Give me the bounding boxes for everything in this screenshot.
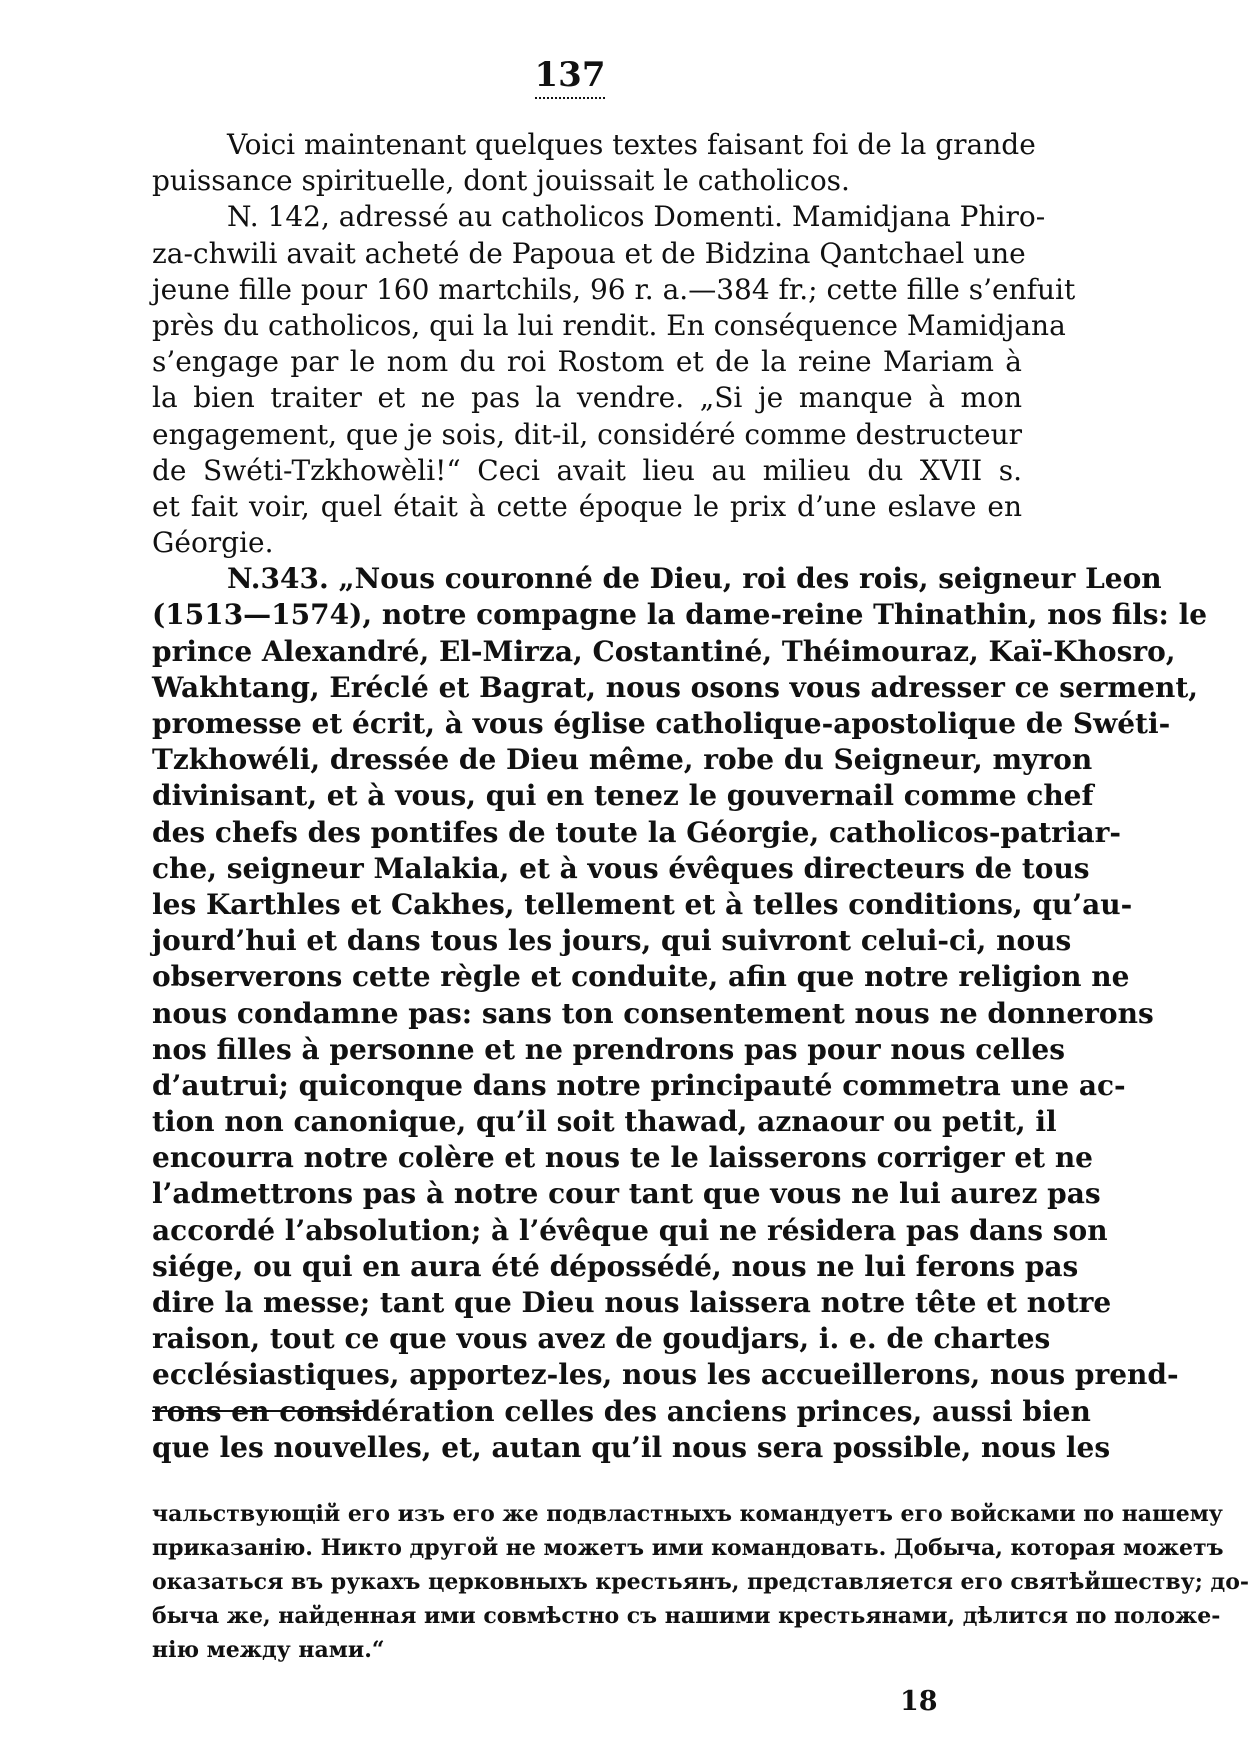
text-line: Wakhtang, Eréclé et Bagrat, nous osons vous adresser ce serment, bbox=[152, 670, 1199, 704]
text-line: puissance spirituelle, dont jouissait le catholicos. bbox=[152, 164, 850, 198]
text-line: divinisant, et à vous, qui en tenez le gouvernail comme chef bbox=[152, 779, 1094, 813]
text-line: ecclésiastiques, apportez-les, nous les accueillerons, nous prend- bbox=[152, 1358, 1179, 1392]
text-line: encourra notre colère et nous te le laisserons corriger et ne bbox=[152, 1141, 1093, 1175]
footnote-divider bbox=[152, 1410, 366, 1412]
text-line: s’engage par le nom du roi Rostom et de la reine Mariam à bbox=[152, 345, 1022, 379]
text-line: l’admettrons pas à notre cour tant que vous ne lui aurez pas bbox=[152, 1177, 1101, 1211]
text-line: Voici maintenant quelques textes faisant foi de la grande bbox=[227, 128, 1036, 161]
text-line: siége, ou qui en aura été dépossédé, nous ne lui ferons pas bbox=[152, 1249, 1079, 1283]
footnote-line: чальствующій его изъ его же подвластныхъ командуетъ его войсками по нашему bbox=[152, 1501, 1223, 1527]
text-line: N. 142, adressé au catholicos Domenti. Mamidjana Phiro- bbox=[227, 200, 1046, 234]
text-line: les Karthles et Cakhes, tellement et à telles conditions, qu’au- bbox=[152, 887, 1133, 921]
text-line: nos filles à personne et ne prendrons pas pour nous celles bbox=[152, 1032, 1066, 1066]
text-line: des chefs des pontifes de toute la Géorgie, catholicos-patriar- bbox=[152, 815, 1122, 849]
footnote-line: нію между нами.“ bbox=[152, 1637, 385, 1663]
text-line: de Swéti-Tzkhowèli!“ Ceci avait lieu au milieu du XVII s. bbox=[152, 453, 1022, 487]
text-line: que les nouvelles, et, autan qu’il nous sera possible, nous les bbox=[152, 1430, 1111, 1464]
footnote bbox=[152, 1497, 1249, 1667]
text-line: za-chwili avait acheté de Papoua et de Bidzina Qantchael une bbox=[152, 236, 1026, 270]
text-line: promesse et écrit, à vous église catholique-apostolique de Swéti- bbox=[152, 707, 1171, 740]
text-line: observerons cette règle et conduite, afin que notre religion ne bbox=[152, 960, 1130, 994]
signature-mark: 18 bbox=[900, 1686, 938, 1717]
text-line: Géorgie. bbox=[152, 526, 274, 560]
main-text bbox=[152, 127, 1208, 1466]
text-line: N.343. „Nous couronné de Dieu, roi des rois, seigneur Leon bbox=[227, 562, 1162, 596]
footnote-line: быча же, найденная ими совмѣстно съ нашими крестьянами, дѣлится по положе- bbox=[152, 1603, 1221, 1629]
text-line: engagement, que je sois, dit-il, considéré comme destructeur bbox=[152, 417, 1022, 451]
text-line: rons en considération celles des anciens princes, aussi bien bbox=[152, 1394, 1091, 1428]
text-line: raison, tout ce que vous avez de goudjars, i. e. de chartes bbox=[152, 1322, 1051, 1356]
text-line: près du catholicos, qui la lui rendit. En conséquence Mamidjana bbox=[152, 308, 1066, 342]
page-number: 137 bbox=[0, 55, 1140, 95]
text-line: jourd’hui et dans tous les jours, qui suivront celui-ci, nous bbox=[152, 924, 1072, 958]
text-line: Tzkhowéli, dressée de Dieu même, robe du Seigneur, myron bbox=[152, 743, 1093, 777]
text-line: tion non canonique, qu’il soit thawad, aznaour ou petit, il bbox=[152, 1105, 1057, 1139]
text-line: (1513—1574), notre compagne la dame-reine Thinathin, nos fils: le bbox=[152, 598, 1208, 632]
text-line: d’autrui; quiconque dans notre principauté commetra une ac- bbox=[152, 1068, 1126, 1102]
text-line: et fait voir, quel était à cette époque le prix d’une eslave en bbox=[152, 489, 1022, 523]
footnote-line: оказаться въ рукахъ церковныхъ крестьянъ, представляется его святѣйшеству; до- bbox=[152, 1569, 1249, 1595]
text-line: che, seigneur Malakia, et à vous évêques directeurs de tous bbox=[152, 851, 1090, 885]
text-line: jeune fille pour 160 martchils, 96 r. a.—384 fr.; cette fille s’enfuit bbox=[152, 272, 1076, 306]
footnote-line: приказанію. Никто другой не можетъ ими командовать. Добыча, которая можетъ bbox=[152, 1535, 1224, 1561]
text-line: dire la messe; tant que Dieu nous laissera notre tête et notre bbox=[152, 1286, 1112, 1319]
text-line: la bien traiter et ne pas la vendre. „Si je manque à mon bbox=[152, 381, 1022, 415]
text-line: nous condamne pas: sans ton consentement nous ne donnerons bbox=[152, 996, 1154, 1030]
text-line: prince Alexandré, El-Mirza, Costantiné, Théimouraz, Kaï-Khosro, bbox=[152, 634, 1176, 668]
text-line: accordé l’absolution; à l’évêque qui ne résidera pas dans son bbox=[152, 1213, 1108, 1247]
